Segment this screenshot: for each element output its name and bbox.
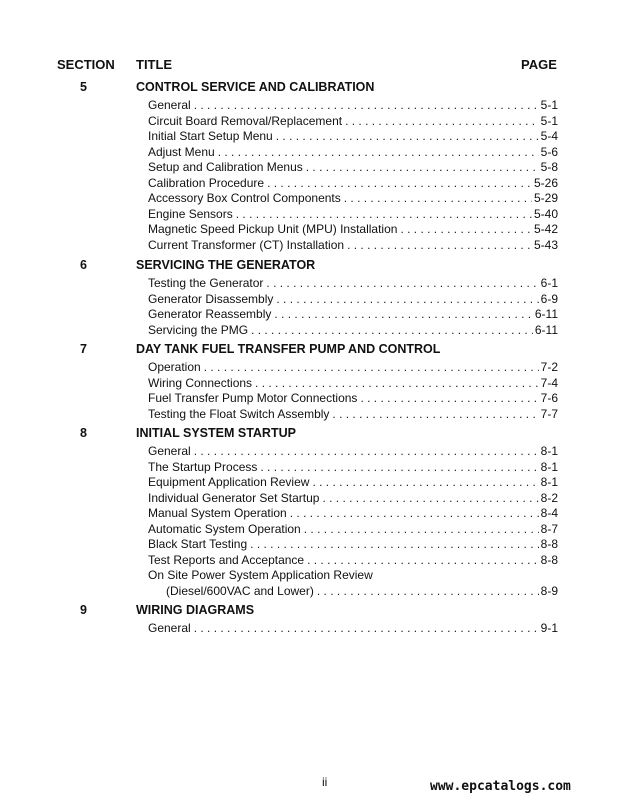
entry-label: General — [148, 621, 191, 635]
toc-entry[interactable] — [148, 207, 558, 223]
dot-leader — [247, 537, 538, 553]
entry-page: 8-1 — [540, 444, 558, 458]
dot-leader — [344, 238, 532, 254]
entry-page: 6-11 — [534, 307, 558, 321]
toc-entry[interactable] — [148, 98, 558, 114]
toc-entry[interactable] — [148, 276, 558, 292]
entry-page: 5-29 — [533, 191, 558, 205]
toc-entry[interactable] — [148, 537, 558, 553]
dot-leader — [342, 114, 539, 130]
entry-label: Operation — [148, 360, 201, 374]
toc-entry[interactable] — [148, 407, 558, 423]
entry-label: Black Start Testing — [148, 537, 248, 551]
toc-entry[interactable] — [148, 145, 558, 161]
entry-label: Servicing the PMG — [148, 322, 249, 337]
dot-leader — [273, 292, 538, 308]
toc-entry[interactable] — [148, 114, 558, 130]
dot-leader — [357, 391, 538, 407]
dot-leader — [397, 222, 532, 238]
dot-leader — [252, 376, 539, 392]
entry-page: 5-8 — [540, 160, 558, 174]
toc-entry[interactable] — [148, 129, 558, 145]
dot-leader — [191, 98, 539, 114]
dot-leader — [248, 323, 533, 339]
entry-label: Initial Start Setup Menu — [148, 129, 273, 143]
dot-leader — [233, 207, 532, 223]
toc-entry[interactable] — [148, 491, 558, 507]
entry-page: 5-26 — [533, 175, 558, 190]
section-title: CONTROL SERVICE AND CALIBRATION — [136, 80, 375, 94]
toc-entry[interactable] — [148, 522, 558, 538]
dot-leader — [264, 176, 532, 192]
entry-label: Equipment Application Review — [148, 475, 310, 489]
toc-entry[interactable] — [148, 621, 558, 637]
section-entries — [148, 360, 558, 422]
toc-entry[interactable] — [148, 160, 558, 176]
section-number: 7 — [80, 342, 87, 356]
entry-label: Calibration Procedure — [148, 175, 265, 190]
watermark: www.epcatalogs.com — [430, 779, 571, 794]
toc-entry[interactable] — [148, 475, 558, 491]
entry-page: 7-6 — [540, 391, 558, 405]
entry-page: 7-4 — [540, 375, 558, 390]
entry-label: (Diesel/600VAC and Lower) — [166, 583, 314, 598]
entry-page: 7-7 — [540, 406, 558, 421]
dot-leader — [301, 522, 539, 538]
section-title: SERVICING THE GENERATOR — [136, 258, 316, 272]
entry-page: 5-40 — [533, 206, 558, 221]
toc-entry[interactable] — [148, 360, 558, 376]
entry-label: Fuel Transfer Pump Motor Connections — [148, 391, 358, 405]
dot-leader — [263, 276, 538, 292]
section-number: 5 — [80, 80, 87, 94]
toc-entry[interactable] — [148, 307, 558, 323]
entry-label: Testing the Float Switch Assembly — [148, 406, 330, 421]
section-entries — [148, 276, 558, 338]
toc-header — [0, 57, 642, 75]
section-number: 6 — [80, 258, 87, 272]
entry-page: 9-1 — [540, 621, 558, 635]
toc-entry[interactable] — [148, 191, 558, 207]
entry-label: General — [148, 444, 191, 458]
dot-leader — [303, 160, 539, 176]
entry-label: Current Transformer (CT) Installation — [148, 237, 345, 252]
dot-leader — [215, 145, 539, 161]
entry-label: Generator Reassembly — [148, 307, 272, 321]
entry-page: 8-1 — [540, 459, 558, 474]
dot-leader — [271, 307, 532, 323]
toc-entry[interactable] — [148, 584, 558, 600]
entry-page: 8-1 — [540, 475, 558, 489]
header-title: TITLE — [136, 57, 173, 72]
entry-label: Wiring Connections — [148, 375, 253, 390]
section-title: WIRING DIAGRAMS — [136, 603, 255, 617]
dot-leader — [287, 506, 539, 522]
entry-label: Circuit Board Removal/Replacement — [148, 113, 343, 128]
section-entries — [148, 98, 558, 253]
section-entries — [148, 444, 558, 599]
dot-leader — [341, 191, 532, 207]
entry-page: 5-6 — [540, 144, 558, 159]
entry-label: Engine Sensors — [148, 206, 233, 221]
dot-leader — [309, 475, 538, 491]
entry-page: 8-8 — [540, 552, 558, 567]
toc-entry[interactable] — [148, 460, 558, 476]
toc-entry[interactable] — [148, 222, 558, 238]
entry-label: Individual Generator Set Startup — [148, 490, 320, 505]
dot-leader — [304, 553, 539, 569]
entry-label: On Site Power System Application Review — [148, 568, 373, 582]
toc-entry[interactable] — [148, 391, 558, 407]
entry-label: Test Reports and Acceptance — [148, 552, 305, 567]
entry-page: 7-2 — [540, 360, 558, 374]
toc-entry[interactable] — [148, 376, 558, 392]
toc-entry[interactable] — [148, 176, 558, 192]
entry-page: 8-7 — [540, 521, 558, 536]
dot-leader — [201, 360, 539, 376]
section-title: INITIAL SYSTEM STARTUP — [136, 426, 296, 440]
toc-entry[interactable] — [148, 553, 558, 569]
entry-label: Magnetic Speed Pickup Unit (MPU) Installation — [148, 222, 398, 236]
section-number: 8 — [80, 426, 87, 440]
entry-page: 6-11 — [534, 322, 558, 337]
dot-leader — [329, 407, 538, 423]
section-title: DAY TANK FUEL TRANSFER PUMP AND CONTROL — [136, 342, 441, 356]
toc-entry[interactable] — [148, 292, 558, 308]
page-number: ii — [322, 775, 328, 789]
entry-label: Testing the Generator — [148, 276, 264, 290]
entry-label: The Startup Process — [148, 459, 258, 474]
dot-leader — [314, 584, 539, 600]
entry-label: Automatic System Operation — [148, 521, 301, 536]
toc-entry[interactable] — [148, 323, 558, 339]
dot-leader — [191, 444, 539, 460]
entry-page: 8-9 — [540, 583, 558, 598]
entry-label: Setup and Calibration Menus — [148, 160, 303, 174]
entry-page: 5-1 — [540, 113, 558, 128]
dot-leader — [257, 460, 538, 476]
entry-page: 5-42 — [533, 222, 558, 236]
toc-entry[interactable] — [148, 568, 558, 584]
toc-entry[interactable] — [148, 506, 558, 522]
section-entries — [148, 621, 558, 637]
dot-leader — [191, 621, 539, 637]
entry-page: 6-1 — [540, 276, 558, 290]
dot-leader — [273, 129, 539, 145]
entry-label: Generator Disassembly — [148, 291, 274, 306]
entry-label: Accessory Box Control Components — [148, 191, 341, 205]
header-page: PAGE — [521, 57, 557, 72]
entry-label: Manual System Operation — [148, 506, 287, 520]
entry-page: 6-9 — [540, 291, 558, 306]
dot-leader — [319, 491, 538, 507]
entry-page: 5-1 — [540, 98, 558, 112]
entry-page: 8-2 — [540, 490, 558, 505]
entry-label: Adjust Menu — [148, 144, 215, 159]
entry-page: 5-4 — [540, 129, 558, 143]
entry-label: General — [148, 98, 191, 112]
entry-page: 8-4 — [540, 506, 558, 520]
section-number: 9 — [80, 603, 87, 617]
header-section: SECTION — [57, 57, 115, 72]
toc-entry[interactable] — [148, 444, 558, 460]
toc-entry[interactable] — [148, 238, 558, 254]
entry-page: 5-43 — [533, 237, 558, 252]
entry-page: 8-8 — [540, 537, 558, 551]
